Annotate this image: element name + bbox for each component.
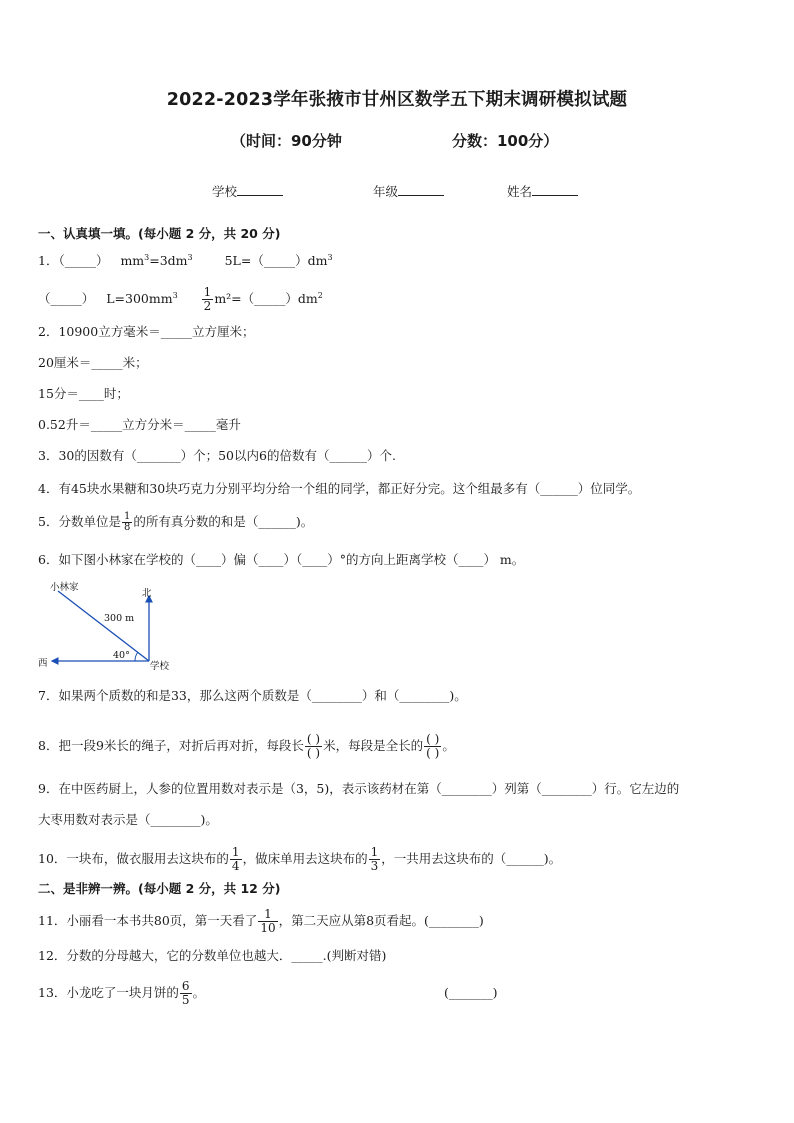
- distance-label: 300 m: [104, 613, 135, 624]
- question-12: 12．分数的分母越大，它的分数单位也越大．_____.(判断对错): [38, 948, 387, 963]
- direction-diagram: [34, 580, 184, 675]
- school-field: [212, 182, 283, 200]
- q5-after: 的所有真分数的和是（______)。: [133, 514, 314, 529]
- question-9a: 9．在中医药厨上，人参的位置用数对表示是（3，5)，表示该药材在第（________）列第（________）行。它左边的: [38, 781, 680, 796]
- question-2d: 0.52升＝_____立方分米＝_____毫升: [38, 417, 241, 432]
- question-6: 6．如下图小林家在学校的（____）偏（____）（____）°的方向上距离学校（____） m。: [38, 552, 525, 567]
- q1-c-prefix: （_____）: [38, 291, 95, 306]
- question-2b: 20厘米＝_____米；: [38, 355, 148, 370]
- question-5: [38, 512, 313, 533]
- exam-score: 分数：100分）: [452, 132, 559, 150]
- q1-c-eq: L=300mm: [106, 291, 173, 306]
- home-label: 小林家: [50, 582, 79, 593]
- name-label: 姓名: [507, 184, 533, 199]
- q1-b: 5L=（_____）dm: [224, 253, 328, 268]
- home-line: [58, 591, 149, 661]
- question-9b: 大枣用数对表示是（________)。: [38, 812, 218, 827]
- question-3: 3．30的因数有（_______）个；50以内6的倍数有（______）个.: [38, 448, 396, 463]
- q8-answer-fraction-2[interactable]: $\frac{( )}{( )}$: [426, 732, 440, 760]
- q10-fraction-2: $\frac{1}{3}$: [370, 845, 379, 873]
- school-label-diagram: 学校: [150, 661, 170, 672]
- grade-blank[interactable]: [398, 183, 444, 196]
- q8-mid: 米，每段是全长的: [323, 738, 424, 753]
- q13-before: 13．小龙吃了一块月饼的: [38, 985, 179, 1000]
- q5-before: 5．分数单位是: [38, 514, 121, 529]
- exam-time: （时间：90分钟: [231, 132, 342, 150]
- q8-answer-fraction-1[interactable]: $\frac{( )}{( )}$: [306, 732, 321, 760]
- q10-after: ，一共用去这块布的（______)。: [381, 851, 562, 866]
- page-title: 2022-2023学年张掖市甘州区数学五下期末调研模拟试题: [166, 90, 628, 110]
- q11-fraction: $\frac{1}{10}$: [260, 907, 276, 935]
- north-label: 北: [142, 588, 152, 599]
- question-8: [38, 733, 455, 760]
- q5-fraction: $\frac{1}{8}$: [123, 511, 131, 533]
- q1-a-eq: =3dm: [149, 253, 188, 268]
- angle-label: 40°: [113, 650, 130, 661]
- section-2-heading: 二、是非辨一辨。(每小题 2 分，共 12 分): [38, 881, 281, 896]
- q11-before: 11．小丽看一本书共80页，第一天看了: [38, 913, 258, 928]
- west-label: 西: [38, 658, 48, 669]
- angle-arc: [135, 652, 138, 661]
- q13-after: 。: [192, 985, 206, 1000]
- q11-after: ，第二天应从第8页看起。(________): [278, 913, 484, 928]
- name-field: [507, 182, 578, 200]
- q1-d: m²=（_____）dm: [214, 291, 318, 306]
- question-7: 7．如果两个质数的和是33，那么这两个质数是（________）和（________)。: [38, 688, 467, 703]
- question-13: [38, 980, 205, 1007]
- grade-label: 年级: [373, 184, 399, 199]
- question-13-answer[interactable]: (_______): [444, 985, 498, 1000]
- q13-fraction: $\frac{6}{5}$: [181, 979, 190, 1007]
- q1-a-prefix: 1．（_____）: [38, 253, 109, 268]
- section-1-heading: 一、认真填一填。(每小题 2 分，共 20 分): [38, 226, 281, 241]
- name-blank[interactable]: [532, 183, 578, 196]
- grade-field: [373, 182, 444, 200]
- school-blank[interactable]: [237, 183, 283, 196]
- question-2c: 15分＝____时；: [38, 386, 129, 401]
- question-1-line-1: 1．（_____） $mm^3=3dm^3$ $5L=(\_\_\_\_\_)dm^3$: [38, 253, 333, 268]
- question-4: 4．有45块水果糖和30块巧克力分别平均分给一个组的同学，都正好分完。这个组最多有（______）位同学。: [38, 481, 641, 496]
- question-2a: 2．10900立方毫米＝_____立方厘米；: [38, 324, 255, 339]
- question-10: [38, 846, 561, 873]
- school-label: 学校: [212, 184, 238, 199]
- q10-fraction-1: $\frac{1}{4}$: [231, 845, 240, 873]
- question-1-line-2: （_____） $L=300mm^3$ $\frac{1}{2}$ $m^2=(\_\_\_\_\_)dm^2$: [38, 285, 323, 313]
- q8-end: 。: [442, 738, 455, 753]
- q1-a-unit: mm: [120, 253, 145, 268]
- q8-before: 8．把一段9米长的绳子，对折后再对折，每段长: [38, 738, 304, 753]
- q1-fraction: $\frac{1}{2}$: [203, 285, 212, 313]
- question-11: [38, 908, 484, 935]
- q10-mid: ，做床单用去这块布的: [242, 851, 368, 866]
- q10-before: 10．一块布，做衣服用去这块布的: [38, 851, 229, 866]
